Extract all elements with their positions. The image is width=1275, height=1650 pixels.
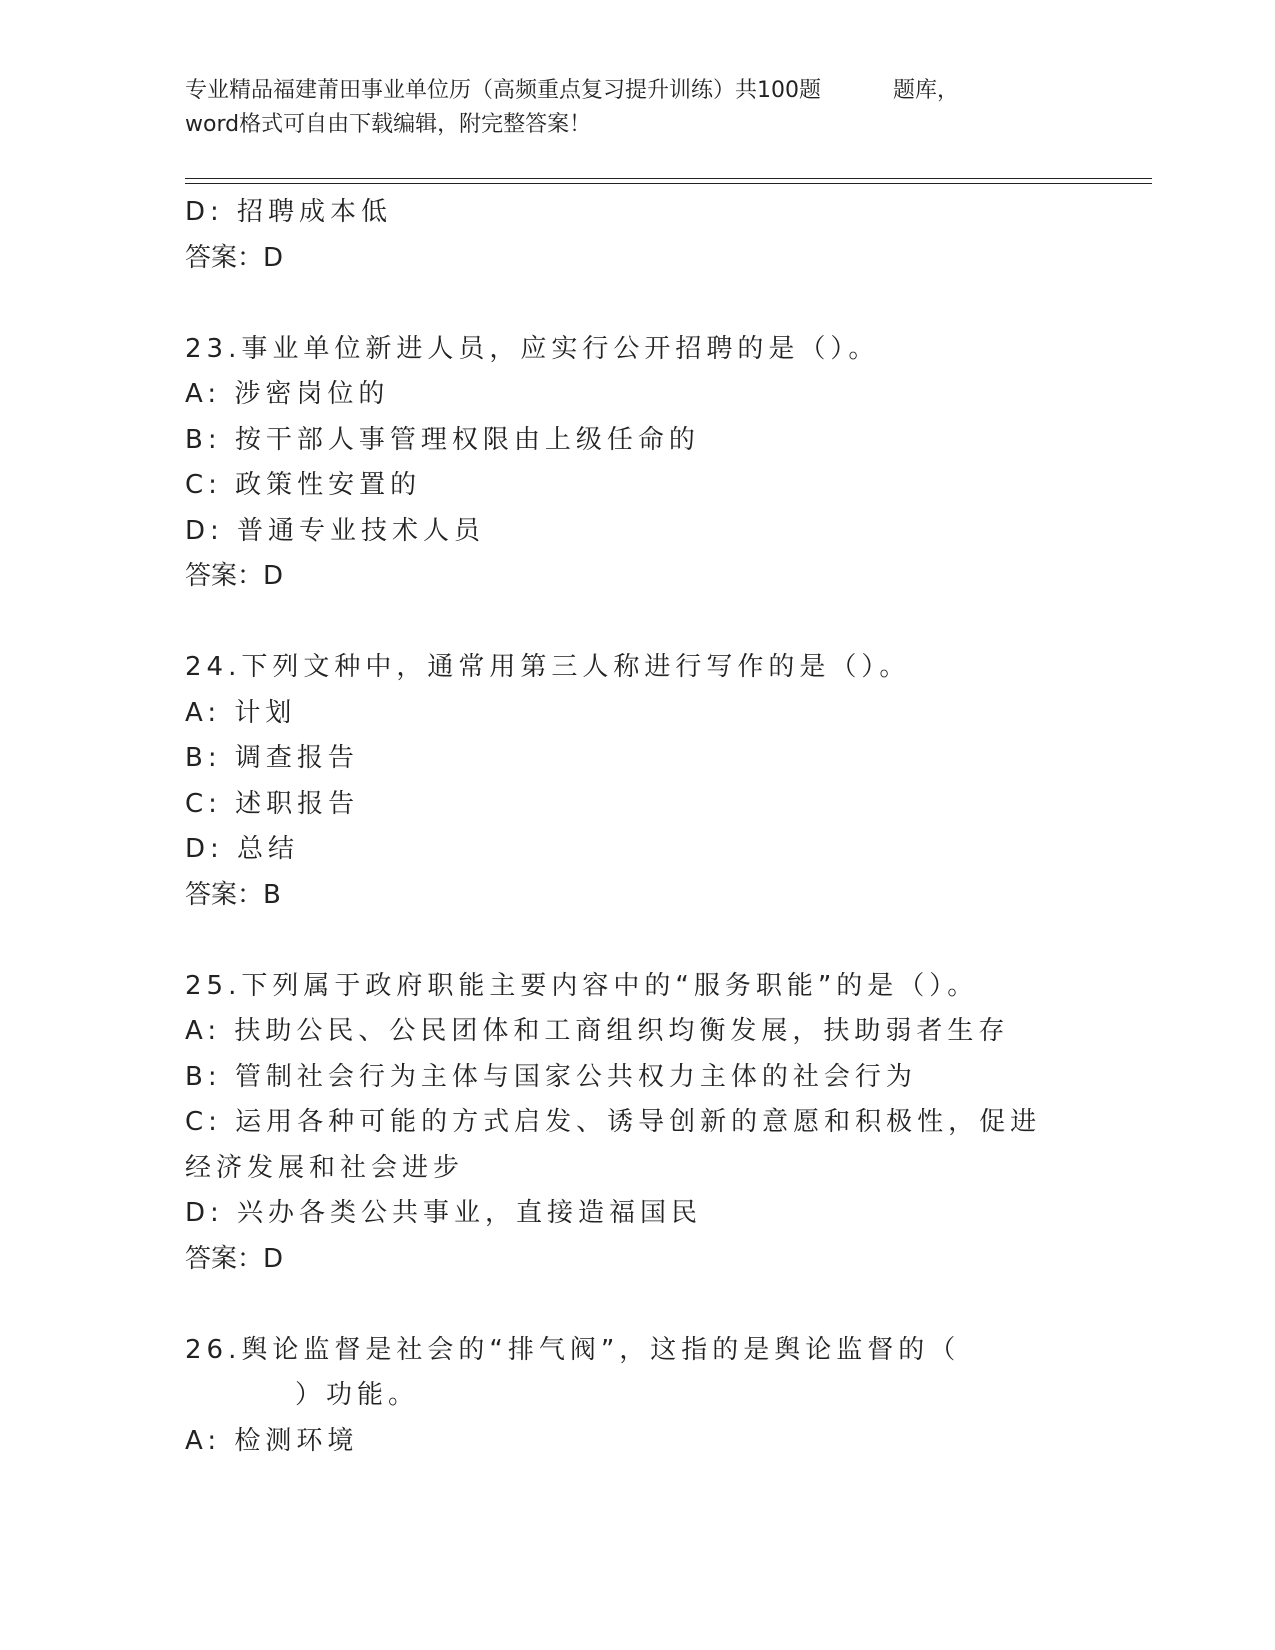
question-24 xyxy=(185,645,1065,918)
answer: 答案：B xyxy=(185,879,281,910)
question-stem: 24.下列文种中，通常用第三人称进行写作的是（）。 xyxy=(185,652,911,682)
option-d: D: 总结 xyxy=(185,834,300,864)
answer: 答案：D xyxy=(185,561,284,591)
header-divider-top xyxy=(185,178,1152,179)
option-a: A: 涉密岗位的 xyxy=(185,379,390,409)
question-stem-after: ）功能。 xyxy=(295,1380,420,1410)
option-b: B: 管制社会行为主体与国家公共权力主体的社会行为 xyxy=(185,1061,917,1092)
question-25 xyxy=(185,964,1065,1283)
header-title: 专业精品福建莆田事业单位历（高频重点复习提升训练）共100题 xyxy=(185,78,821,103)
question-stem: 23.事业单位新进人员，应实行公开招聘的是（）。 xyxy=(185,333,880,364)
option-b: B: 调查报告 xyxy=(185,743,359,773)
option-c: C: 运用各种可能的方式启发、诱导创新的意愿和积极性，促进经济发展和社会进步 xyxy=(185,1107,1042,1183)
question-stem: 25.下列属于政府职能主要内容中的“服务职能”的是（）。 xyxy=(185,970,979,1001)
option-c: C: 述职报告 xyxy=(185,788,360,819)
header-title-tail: 题库， xyxy=(893,78,960,103)
question-26 xyxy=(185,1328,1065,1465)
option-b: B: 按干部人事管理权限由上级任命的 xyxy=(185,424,700,455)
question-stem-before: 26.舆论监督是社会的“排气阀”，这指的是舆论监督的（ xyxy=(185,1334,961,1365)
header-line-1 xyxy=(185,74,1065,108)
option-a: A: 检测环境 xyxy=(185,1425,359,1456)
option-c: C: 政策性安置的 xyxy=(185,470,422,500)
question-content xyxy=(185,190,1065,1464)
document-header xyxy=(185,74,1065,142)
option-a: A: 扶助公民、公民团体和工商组织均衡发展，扶助弱者生存 xyxy=(185,1016,1010,1046)
option-a: A: 计划 xyxy=(185,697,297,728)
option-d: D: 兴办各类公共事业，直接造福国民 xyxy=(185,1198,703,1228)
header-divider-bottom xyxy=(185,183,1152,184)
answer: 答案：D xyxy=(185,1243,284,1274)
prev-option-d: D: 招聘成本低 xyxy=(185,197,393,227)
option-d: D: 普通专业技术人员 xyxy=(185,515,486,546)
header-line-2: word格式可自由下载编辑，附完整答案！ xyxy=(185,112,592,137)
question-23 xyxy=(185,327,1065,600)
question-stem xyxy=(185,1328,1065,1419)
prev-answer: 答案：D xyxy=(185,242,284,273)
